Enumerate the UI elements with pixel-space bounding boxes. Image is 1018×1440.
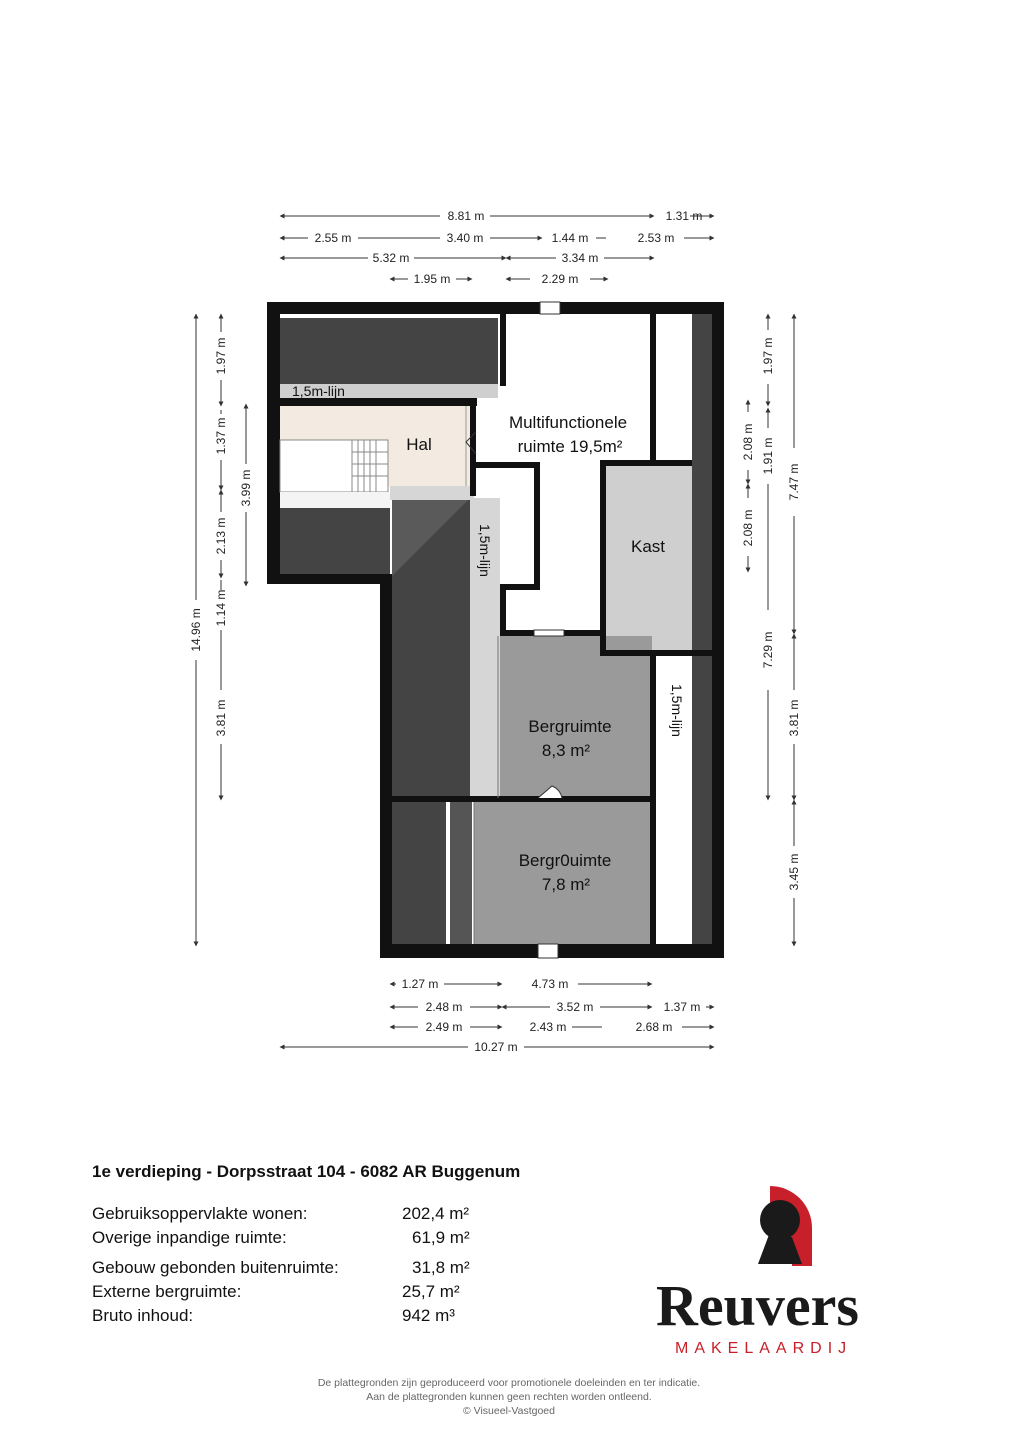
info-label: Gebruiksoppervlakte wonen: (92, 1204, 308, 1223)
label-lijn-right: 1,5m-lijn (669, 684, 685, 737)
dim-right-7-47: 7.47 m (787, 463, 801, 501)
slope-bottom-left (392, 802, 446, 944)
dim-right-7-29: 7.29 m (761, 631, 775, 669)
dim-top-2-55: 2.55 m (314, 231, 352, 245)
label-bergruimte-2-area: 7,8 m² (541, 875, 591, 894)
dim-right-2-08-a: 2.08 m (741, 423, 755, 461)
dim-right-1-97: 1.97 m (761, 337, 775, 375)
info-row (92, 1204, 552, 1228)
info-title: 1e verdieping - Dorpsstraat 104 - 6082 AR Buggenum (92, 1162, 521, 1181)
info-row (92, 1282, 552, 1306)
dim-top-3-40: 3.40 m (446, 231, 484, 245)
info-label: Bruto inhoud: (92, 1306, 194, 1325)
info-label: Overige inpandige ruimte: (92, 1228, 287, 1247)
info-value: 942 m³ (402, 1306, 455, 1325)
info-row (92, 1228, 552, 1252)
label-kast: Kast (630, 537, 666, 556)
info-value: 61,9 m² (412, 1228, 470, 1247)
lijn-strip-top-hal (390, 486, 474, 500)
dim-bottom-10-27: 10.27 m (474, 1040, 518, 1054)
stairs (280, 440, 388, 492)
slope-right (692, 314, 712, 944)
dim-top-1-95: 1.95 m (413, 272, 451, 286)
dim-left-3-99: 3.99 m (239, 469, 253, 507)
dim-top-5-32: 5.32 m (372, 251, 410, 265)
room-bergruimte-2 (474, 802, 652, 944)
info-label: Gebouw gebonden buitenruimte: (92, 1258, 339, 1277)
label-lijn-top: 1,5m-lijn (292, 383, 345, 399)
brand-subtitle: MAKELAARDIJ (675, 1340, 853, 1357)
dim-top-1-44: 1.44 m (551, 231, 589, 245)
brand-name: Reuvers (656, 1273, 859, 1338)
dim-bottom-2-43: 2.43 m (529, 1020, 567, 1034)
disclaimer (0, 1376, 1018, 1418)
room-kast (604, 466, 692, 654)
dim-right-3-81: 3.81 m (787, 699, 801, 737)
dim-left-3-81: 3.81 m (214, 699, 228, 737)
dim-bottom-1-37: 1.37 m (663, 1000, 701, 1014)
door-opening (534, 630, 564, 636)
dim-top-1-31: 1.31 m (665, 209, 703, 223)
dim-top-2-53: 2.53 m (637, 231, 675, 245)
label-hal: Hal (406, 435, 432, 454)
info-row (92, 1258, 552, 1282)
label-multifunctionele-2: ruimte 19,5m² (517, 437, 623, 456)
dim-right-2-08-b: 2.08 m (741, 509, 755, 547)
dim-left-1-37: 1.37 m (214, 417, 228, 455)
info-label: Externe bergruimte: (92, 1282, 242, 1301)
dim-top-3-34: 3.34 m (561, 251, 599, 265)
info-value: 25,7 m² (402, 1282, 460, 1301)
dim-right-3-45: 3.45 m (787, 853, 801, 891)
bottom-dimension-lines (282, 984, 712, 1047)
info-value: 202,4 m² (402, 1204, 470, 1223)
window-top (540, 302, 560, 314)
dim-bottom-4-73: 4.73 m (531, 977, 569, 991)
dim-left-14-96: 14.96 m (189, 608, 203, 652)
label-lijn-left: 1,5m-lijn (477, 524, 493, 577)
property-info (92, 1162, 552, 1330)
dim-top-2-29: 2.29 m (541, 272, 579, 286)
dim-bottom-2-49: 2.49 m (425, 1020, 463, 1034)
dim-bottom-3-52: 3.52 m (556, 1000, 594, 1014)
slope-bottom-left-2 (450, 802, 472, 944)
stairs-lower (280, 492, 390, 508)
dim-bottom-1-27: 1.27 m (401, 977, 439, 991)
slope-left-bottom (280, 508, 390, 574)
info-value: 31,8 m² (412, 1258, 470, 1277)
label-bergruimte-1-area: 8,3 m² (541, 741, 591, 760)
dim-bottom-2-68: 2.68 m (635, 1020, 673, 1034)
dim-bottom-2-48: 2.48 m (425, 1000, 463, 1014)
label-multifunctionele-1: Multifunctionele (508, 413, 628, 432)
right-dimension-lines (748, 316, 794, 944)
left-dimension-lines (196, 316, 246, 944)
label-bergruimte-2: Bergr0uimte (518, 851, 612, 870)
dim-top-8-81: 8.81 m (447, 209, 485, 223)
dim-right-1-91: 1.91 m (761, 437, 775, 475)
dim-left-2-13: 2.13 m (214, 517, 228, 555)
top-dimension-lines (282, 216, 712, 279)
disclaimer-line-3: © Visueel-Vastgoed (463, 1405, 555, 1417)
label-bergruimte-1: Bergruimte (528, 717, 612, 736)
dim-left-1-14: 1.14 m (214, 589, 228, 627)
window-bottom (538, 944, 558, 958)
slope-top-left (280, 318, 498, 384)
info-row (92, 1306, 552, 1330)
dim-left-1-97: 1.97 m (214, 337, 228, 375)
disclaimer-line-2: Aan de plattegronden kunnen geen rechten worden ontleend. (366, 1391, 652, 1403)
disclaimer-line-1: De plattegronden zijn geproduceerd voor promotionele doeleinden en ter indicatie. (317, 1377, 701, 1389)
